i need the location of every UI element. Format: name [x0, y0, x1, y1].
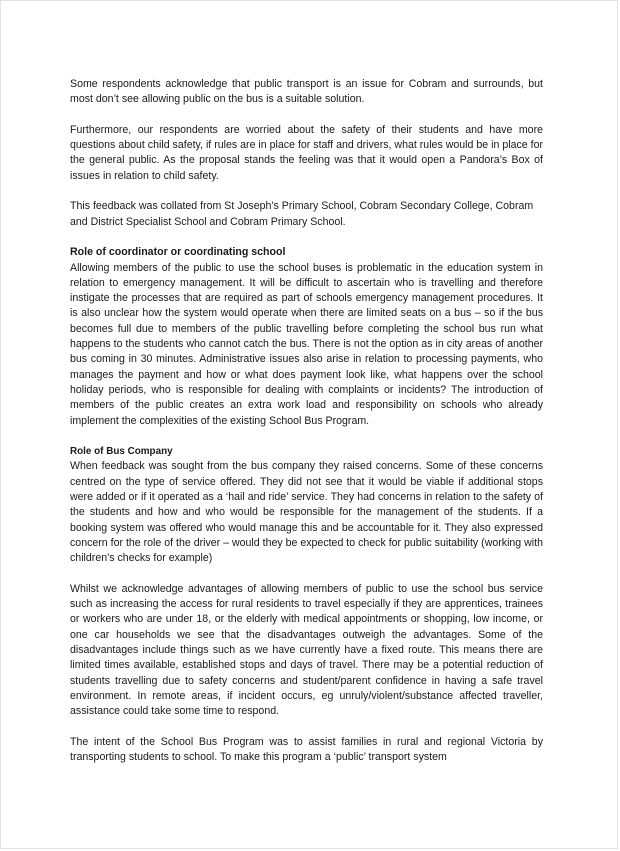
document-body — [70, 77, 543, 781]
heading-role-of-coordinator: Role of coordinator or coordinating school — [70, 246, 286, 259]
paragraph-program-intent: The intent of the School Bus Program was to assist families in rural and regional Victoria by transporting students to school. To make this program a ‘public’ transport system — [70, 735, 543, 764]
paragraph-child-safety: Furthermore, our respondents are worried about the safety of their students and have more questions about child safety, if rules are in place for staff and drivers, what rules would be in place for the general public. As the proposal stands the feeling was that it would open a Pandora’s Box of issues in relation to child safety. — [70, 123, 543, 182]
paragraph-public-transport: Some respondents acknowledge that public transport is an issue for Cobram and surrounds, but most don’t see allowing public on the bus is a suitable solution. — [70, 78, 543, 106]
paragraph-role-of-bus-company: When feedback was sought from the bus company they raised concerns. Some of these concerns centred on the type of service offered. They did not see that it would be viable if additional stops were added or if it operated as a ‘hail and ride’ service. They had concerns in relation to the safety of the students and how and who would be responsible for the management of the students. If a booking system was offered who would manage this and be accountable for it. They also expressed concern for the role of the driver – would they be expected to check for public suitability (working with children’s checks for example) — [70, 460, 543, 565]
paragraph-role-of-coordinator: Allowing members of the public to use the school buses is problematic in the education system in relation to emergency management. It will be difficult to ascertain who is travelling and therefore instigate the processes that are required as part of schools emergency management procedures. It is also unclear how the system would operate when there are limited seats on a bus – so if the bus becomes full due to members of the public travelling before completing the school bus run what happens to the students who cannot catch the bus. There is not the option as in city areas of another bus coming in 30 minutes. Administrative issues also arise in relation to processing payments, who manages the payment and how or what does payment look like, what happens over the school holiday periods, who is responsible for dealing with complaints or incidents? The introduction of members of the public creates an extra work load and responsibility on schools who already implement the complexities of the existing School Bus Program. — [70, 261, 543, 427]
heading-role-of-bus-company: Role of Bus Company — [70, 446, 173, 458]
paragraph-advantages-disadvantages: Whilst we acknowledge advantages of allowing members of public to use the school bus service such as increasing the access for rural residents to travel especially if they are apprentices, trainees or workers who are under 18, or the elderly with medical appointments or shopping, low income, or one car households we see that the disadvantages outweigh the advantages. Some of the disadvantages include things such as we have currently have a fixed route. This means there are limited times available, established stops and days of travel. There may be a potential reduction of students travelling due to safety concerns and student/parent confidence in having a safe travel environment. In remote areas, if incident occurs, eg unruly/violent/substance affected traveller, assistance could take some time to respond. — [70, 582, 543, 718]
paragraph-feedback-sources: This feedback was collated from St Joseph’s Primary School, Cobram Secondary College, Cobram and District Specialist School and Cobram Primary School. — [70, 200, 534, 228]
